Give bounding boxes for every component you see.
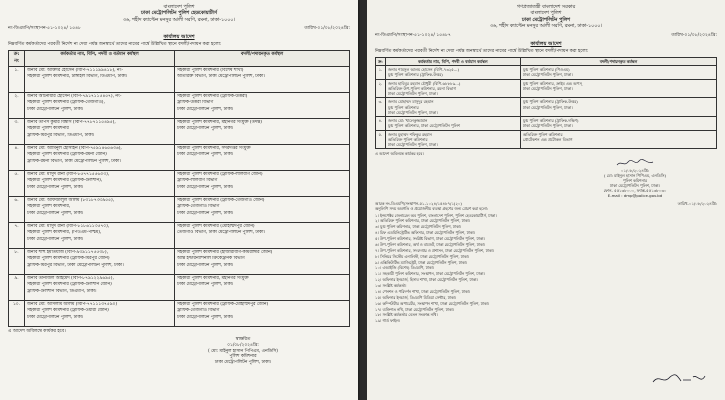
new-posting bbox=[520, 130, 716, 149]
table-body bbox=[376, 66, 717, 149]
signature-block bbox=[183, 337, 303, 366]
row-serial: ৩. bbox=[376, 98, 386, 117]
row-serial: ২. bbox=[9, 93, 25, 119]
new-posting bbox=[520, 79, 716, 98]
copy-recipient: ১২। অফিসার ইনচার্জ, হিসাব শাখা, ঢাকা মেট্রোপলিটন পুলিশ, ঢাকা। bbox=[375, 277, 478, 283]
col-header-name: কর্মকর্তার নাম, বিপি, পদবী ও বর্তমান কর্মস্থল bbox=[25, 51, 175, 67]
officer-detail-line: জনাব মোহাম্মদ মাসুদুর রহমান bbox=[387, 99, 434, 105]
signatory-designation: পুলিশ কমিশনার bbox=[229, 354, 257, 360]
officer-details bbox=[25, 145, 175, 171]
copy-recipient: ১৭। ব্যক্তিগত নথি, ঢাকা মেট্রোপলিটন পুলিশ, ঢাকা। bbox=[375, 306, 454, 312]
posting-detail-line: ঢাকা মেট্রোপলিটন পুলিশ, ঢাকা। bbox=[177, 282, 234, 288]
signatory-office: ঢাকা মেট্রোপলিটন পুলিশ, ঢাকা। bbox=[610, 182, 660, 188]
officer-detail-line: ট্রাফিক-রমনা বিভাগ, ঢাকা মেট্রোপলিটন পুলিশ, ঢাকা। bbox=[27, 158, 121, 164]
table-row bbox=[376, 117, 717, 131]
col-header-posting: বদলী/পদায়নকৃত কর্মস্থল bbox=[175, 51, 350, 67]
officer-detail-line: ঢাকা মেট্রোপলিটন পুলিশ, ঢাকা। bbox=[27, 184, 84, 190]
signatory-phone: ফোন- ৫৫১৩৮০০০, ফ্যাক্স-৫৫১৩৮০৩০ bbox=[603, 187, 667, 193]
officer-detail-line: সহকারী পুলিশ কমিশনার (ট্রাফিক-ওয়ারী জোন) bbox=[27, 308, 109, 314]
table-header-row bbox=[9, 51, 350, 67]
memo-date: তারিখ-০১/০৮/২০২৪খ্রি: bbox=[671, 32, 717, 38]
row-serial: ১. bbox=[376, 66, 386, 80]
posting-detail-line: সহকারী পুলিশ কমিশনার, মহানগর সংযুক্ত (তদন্ত) bbox=[177, 120, 262, 126]
officer-detail-line: সহকারী পুলিশ কমিশনার (ট্রাফিক-গুলশান), bbox=[27, 178, 103, 184]
col-header-serial: ক্র: bbox=[376, 57, 386, 65]
officer-detail-line: ঢাকা মেট্রোপলিটন পুলিশ, ঢাকা। bbox=[387, 91, 438, 97]
new-posting bbox=[175, 223, 350, 249]
row-serial: ৫. bbox=[376, 130, 386, 149]
officer-detail-line: ঢাকা মেট্রোপলিটন পুলিশ, ঢাকা। bbox=[27, 314, 84, 320]
posting-detail-line: সহকারী পুলিশ কমিশনার (ট্রাফিক-তেজগাঁও জোন) bbox=[177, 198, 265, 204]
header-line-2: ঢাকা মেট্রোপলিটন পুলিশ হেডকোয়ার্টার্স bbox=[141, 11, 217, 17]
document-page-left bbox=[0, 0, 358, 400]
posting-detail-line: সহকারী পুলিশ কমিশনার (ট্রাফিক-উত্তরা) bbox=[177, 94, 248, 100]
officer-detail-line: জনাব মো: আমিনুল হোসাইন (বিপি-৭৫৯১৪৬৫৬৩৬), bbox=[27, 146, 122, 152]
closing-line: এ আদেশ অবিলম্বে কার্যকর হবে। bbox=[375, 151, 424, 157]
officer-detail-line: ট্রাফিক-মিরপুর বিভাগ, ডিএমপি, ঢাকা। bbox=[27, 132, 95, 138]
table-row bbox=[9, 119, 350, 145]
officer-detail-line: যুগ্ম পুলিশ কমিশনার bbox=[387, 104, 419, 110]
posting-detail-line: সহকারী পুলিশ কমিশনার (ট্রাফিক-মোহাম্মদপুর জোন) bbox=[177, 302, 269, 308]
posting-detail-line: ঢাকা মেট্রোপলিটন পুলিশ, ঢাকা। bbox=[522, 104, 573, 110]
officer-detail-line: জনাব হাবিবুর রহমান চৌধুরী (বিপি-৬৮৮৮৯...) bbox=[387, 80, 461, 86]
signature-note: স্বাক্ষরিত bbox=[235, 337, 251, 343]
officer-detail-line: জনাব তানজিল আহমেদ (বিপি-৮৭৯১২২৯৬৯৫), bbox=[27, 276, 114, 282]
copy-recipient: ১৫। অফিসার ইনচার্জ, ডিএমপি মিডিয়া সেন্টার, ঢাকা। bbox=[375, 294, 457, 300]
row-serial: ৬. bbox=[9, 197, 25, 223]
posting-detail-line: অতিরিক্ত পুলিশ কমিশনার bbox=[522, 131, 563, 137]
table-row bbox=[376, 130, 717, 149]
posting-detail-line: ঢাকা মেট্রোপলিটন পুলিশ, ঢাকা। bbox=[177, 262, 234, 268]
officer-detail-line: অতিরিক্ত পুলিশ কমিশনার bbox=[387, 136, 428, 142]
officer-detail-line: জনাব শামসুল আলম হোসেন (বিপি-৭৩২৫...) bbox=[387, 67, 460, 73]
officer-detail-line: সহকারী পুলিশ কমিশনার, টাঙ্গাইল বিভাগ, ডিএমপি, ঢাকা। bbox=[27, 74, 128, 80]
copy-recipient: ৪। চিফ এডমিনিস্ট্রেটিভ অফিসার, ঢাকা মেট্রোপলিটন পুলিশ, ঢাকা। bbox=[375, 230, 475, 236]
header-line-3: ৩৬, শহীদ ক্যাপ্টেন মনসুর আলী সরণি, রমনা, ঢাকা-১০০০। bbox=[122, 17, 236, 23]
signatory-name: ( মো: মাইনুল হাসান পিপিএম, এনডিসি) bbox=[604, 172, 666, 178]
copy-recipient: ১৩। সংশ্লিষ্ট কর্মকর্তা। bbox=[375, 283, 407, 289]
letterhead bbox=[375, 5, 717, 31]
copy-recipient: ১১। সহকারী পুলিশ কমিশনার, সংস্থাপন, ঢাকা মেট্রোপলিটন পুলিশ, ঢাকা। bbox=[375, 271, 485, 277]
row-serial: ৫. bbox=[9, 171, 25, 197]
posting-detail-line: ঢাকা মেট্রোপলিটন পুলিশ, ঢাকা। bbox=[177, 314, 234, 320]
posting-detail-line: ট্রাফিক-লালবাগ বিভাগ bbox=[177, 178, 218, 184]
signatory-name: ( মো: মাইনুল হাসান পিপিএম, এনডিসি) bbox=[208, 348, 278, 354]
posting-detail-line: যুগ্ম পুলিশ কমিশনার (পিওএম) bbox=[522, 67, 570, 73]
posting-detail-line: ঢাকা মেট্রোপলিটন পুলিশ, ঢাকা। bbox=[177, 106, 234, 112]
posting-detail-line: ট্রাফিক-উত্তরা বিভাগ bbox=[177, 100, 214, 106]
posting-detail-line: সহকারী পুলিশ কমিশনার (মোহাম্মদপুর জোন) bbox=[177, 224, 255, 230]
officer-detail-line: সহকারী পুলিশ কমিশনার, (পিওএম-পশ্চিম), bbox=[27, 230, 102, 236]
officer-detail-line: ঢাকা মেট্রোপলিটন পুলিশ, ঢাকা। bbox=[387, 142, 438, 148]
posting-detail-line: তেজগাঁও বিভাগ, ঢাকা মেট্রোপলিটন পুলিশ, ঢাকা। bbox=[177, 230, 266, 236]
header-line-4: ৩৬, শহীদ ক্যাপ্টেন মনসুর আলী সরণি, রমনা, ঢাকা-১০০০। bbox=[489, 24, 603, 30]
table-row bbox=[9, 249, 350, 275]
memo-row bbox=[375, 33, 717, 39]
copy-recipient: ১। ইন্সপেক্টর জেনারেল অব পুলিশ, বাংলাদেশ পুলিশ, পুলিশ হেডকোয়ার্টার্স, ঢাকা। bbox=[375, 212, 497, 218]
row-serial: ১০. bbox=[9, 301, 25, 327]
row-serial: ৯. bbox=[9, 275, 25, 301]
posting-detail-line: ট্রাফিক-তেজগাঁও বিভাগ bbox=[177, 308, 220, 314]
officer-detail-line: সহকারী পুলিশ কমিশনার bbox=[27, 126, 69, 132]
row-serial: ২. bbox=[376, 79, 386, 98]
order-intro: নিম্নবর্ণিত কর্মকর্তাদের পরবর্তী নির্দেশ না দেয়া পর্যন্ত জনস্বার্থে তাদের নামের পার্শ্বে উল্লিখিত স্থানে বদলী/পদায়ন করা হলো: bbox=[8, 42, 222, 48]
officer-details bbox=[25, 93, 175, 119]
officer-detail-line: সহকারী পুলিশ কমিশনার (ট্রাফিক-রমনা জোন) bbox=[27, 152, 107, 158]
letterhead bbox=[8, 5, 350, 24]
copy-distribution-list bbox=[375, 213, 717, 325]
officer-detail-line: জনাব মো: খালেকুজ্জামান bbox=[387, 118, 428, 124]
memo-number: নং-ডিএমপি/সংস্থাপন-৫১-১০২৪/ ১৫৪৮ bbox=[8, 26, 81, 32]
copy-recipient: ১৮। সংশ্লিষ্ট কর্মকর্তার বেতন সংক্রান্ত নথি। bbox=[375, 312, 438, 318]
order-title: কার্যালয় আদেশ bbox=[163, 34, 195, 41]
officer-detail-line: জনাব মো: আসলাম আলম (বিপি-৭৭১১১৩৭৫৯০) bbox=[27, 302, 118, 308]
officer-detail-line: জনাব মো: আক্তার হোসেন (বিপি-৭১১১৯৯৪১৮), নং- bbox=[27, 68, 124, 74]
copy-recipient: ১৪। পেনশন ও পরিদর্শন শাখা, ঢাকা মেট্রোপলিটন পুলিশ, ঢাকা। bbox=[375, 288, 471, 294]
officer-details bbox=[25, 171, 175, 197]
posting-detail-line: আন্ত ইন্টারন্যাশনাল ক্রিকেট্রনিক বিভাগ bbox=[177, 256, 245, 262]
officer-detail-line: অতিরিক্ত উপ-পুলিশ কমিশনার, রমনা বিভাগ bbox=[387, 85, 456, 91]
header-line-3: ঢাকা মেট্রোপলিটন পুলিশ bbox=[521, 17, 571, 23]
officer-details bbox=[25, 301, 175, 327]
signatory-designation: পুলিশ কমিশনার bbox=[622, 177, 648, 183]
posting-detail-line: ঢাকা মেট্রোপলিটন পুলিশ, ঢাকা। bbox=[522, 72, 573, 78]
header-line-1: বাংলাদেশ পুলিশ bbox=[163, 5, 195, 10]
posting-detail-line: সহকারী পুলিশ কমিশনার (ট্রাফিক-লালবাগ জোন) bbox=[177, 172, 263, 178]
col-header-serial: ক্র: নং bbox=[9, 51, 25, 67]
row-serial: ৪. bbox=[9, 145, 25, 171]
transfer-table bbox=[8, 50, 350, 327]
new-posting bbox=[175, 93, 350, 119]
new-posting bbox=[520, 66, 716, 80]
col-header-posting: বদলী/পদায়নকৃত কর্মস্থল bbox=[520, 57, 716, 65]
copy-memo-date: তারিখ-০১/০৮/২০২৪খ্রি: bbox=[677, 201, 717, 207]
copy-recipient: ৬। উপ-পুলিশ কমিশনার, অর্থ ও বাজেট, ঢাকা মেট্রোপলিটন পুলিশ, ঢাকা। bbox=[375, 241, 486, 247]
posting-detail-line: ঢাকা মেট্রোপলিটন পুলিশ, ঢাকা। bbox=[177, 152, 234, 158]
closing-line: এ আদেশ অবিলম্বে কার্যকর হবে। bbox=[8, 329, 66, 335]
new-posting bbox=[175, 249, 350, 275]
row-serial: ৭. bbox=[9, 223, 25, 249]
memo-row bbox=[8, 26, 350, 32]
officer-detail-line: যুগ্ম পুলিশ কমিশনার (ট্রাফিক-উত্তর) bbox=[387, 72, 443, 78]
officer-detail-line: জনাব মো: মাসুদ রানা (বিপি-৮৫৭৭১৫৫৬০৩), bbox=[27, 172, 110, 178]
document-page-right bbox=[367, 0, 725, 400]
new-posting bbox=[175, 67, 350, 93]
copy-intro: অনুলিপি সদয় অবগতি ও প্রয়োজনীয় ব্যবস্থা গ্রহণের জন্য প্রেরণ করা হলো: bbox=[375, 206, 489, 212]
officer-detail-line: ঢাকা মেট্রোপলিটন পুলিশ, ঢাকা। bbox=[27, 106, 84, 112]
officer-detail-line: ঢাকা মেট্রোপলিটন পুলিশ, ঢাকা। bbox=[27, 210, 84, 216]
new-posting bbox=[520, 98, 716, 117]
officer-detail-line: ঢাকা মেট্রোপলিটন পুলিশ, ঢাকা। bbox=[387, 109, 438, 115]
posting-detail-line: সহকারী পুলিশ কমিশনার (বিশেষ শাখা) bbox=[177, 68, 244, 74]
row-serial: ৮. bbox=[9, 249, 25, 275]
officer-detail-line: জনাব মুহাম্মদ শফিকুর রহমান bbox=[387, 131, 432, 137]
copy-recipient: ১৬। কম্পিউটার অপারেটর, সংস্থাপন শাখা, ঢাকা মেট্রোপলিটন পুলিশ, ঢাকা। bbox=[375, 300, 490, 306]
table-row bbox=[9, 145, 350, 171]
copy-recipient: ১৯। গার্ড ফাইল। bbox=[375, 318, 401, 324]
memo-number: নং-ডিএমপি/সংস্থাপন-৫১-১০২৪/ ১৫৪৮৭ bbox=[375, 32, 451, 38]
posting-detail-line: প্রোটেকশন এন্ড প্রটোকল বিভাগ bbox=[522, 136, 573, 142]
officer-details bbox=[385, 66, 520, 80]
new-posting bbox=[175, 301, 350, 327]
signatory-email: E-mail : dmp@police.gov.bd bbox=[607, 193, 663, 199]
signature-block bbox=[575, 159, 695, 199]
header-line-1: গণপ্রজাতন্ত্রী বাংলাদেশ সরকার bbox=[516, 5, 576, 10]
officer-detail-line: জনাব মো: মাসুদ রানা (বিপি-৮১৮৬১১৩৫৭০), bbox=[27, 224, 110, 230]
posting-detail-line: সহকারী পুলিশ কমিশনার, সদরদপ্তর সংযুক্ত bbox=[177, 146, 251, 152]
table-row bbox=[9, 197, 350, 223]
officer-details bbox=[385, 79, 520, 98]
signature-scribble bbox=[615, 159, 655, 167]
copy-recipient: ৩। যুগ্ম পুলিশ কমিশনার, ঢাকা মেট্রোপলিটন পুলিশ, ঢাকা। bbox=[375, 224, 462, 230]
officer-details bbox=[25, 119, 175, 145]
transfer-table bbox=[375, 57, 717, 150]
officer-detail-line: ট্রাফিক-মিরপুর বিভাগ, ঢাকা মেট্রোপলিটন পুলিশ, ঢাকা। bbox=[27, 262, 124, 268]
officer-detail-line: জনাব মো: আফজালুল আলম (৮৩১৮৭৩৩৯৫৫), bbox=[27, 198, 115, 204]
copy-recipient: ৯। এক্সিকিউটিভ ম্যাজিস্ট্রেট, ঢাকা মেট্রোপলিটন পুলিশ, ঢাকা। bbox=[375, 259, 468, 265]
table-row bbox=[376, 79, 717, 98]
new-posting bbox=[175, 119, 350, 145]
posting-detail-line: যুগ্ম পুলিশ কমিশনার, ক্রাইম এন্ড অপস্ bbox=[522, 80, 582, 86]
officer-detail-line: ঢাকা মেট্রোপলিটন পুলিশ, ঢাকা। bbox=[27, 236, 84, 242]
table-row bbox=[376, 66, 717, 80]
copy-recipient: ১০। এআইজি (বিশেষ) ডিএমপি, ঢাকা। bbox=[375, 265, 435, 271]
posting-detail-line: ঢাকা মেট্রোপলিটন পুলিশ, ঢাকা। bbox=[177, 126, 234, 132]
copy-recipient: ৮। সিনিয়র সিস্টেম এনালিস্ট, ঢাকা মেট্রোপলিটন পুলিশ, ঢাকা। bbox=[375, 253, 470, 259]
header-line-2: বাংলাদেশ পুলিশ bbox=[530, 11, 562, 17]
row-serial: ৩. bbox=[9, 119, 25, 145]
copy-recipient: ৫। উপ-পুলিশ কমিশনার, সংশ্লিষ্ট বিভাগ, ঢাকা মেট্রোপলিটন পুলিশ, ঢাকা। bbox=[375, 236, 485, 242]
table-row bbox=[9, 171, 350, 197]
officer-detail-line: সহকারী পুলিশ কমিশনার (ট্রাফিক-গুলশান জোন) bbox=[27, 282, 112, 288]
posting-detail-line: অতিরিক্ত বিভাগ, ঢাকা মেট্রোপলিটন পুলিশ, ঢাকা। bbox=[177, 74, 265, 80]
signature-date: ০১/০৮/২০২৪খ্রি: bbox=[227, 342, 259, 348]
table-row bbox=[9, 67, 350, 93]
table-row bbox=[9, 93, 350, 119]
row-serial: ৪. bbox=[376, 117, 386, 131]
copy-recipient: ২। অতিরিক্ত পুলিশ কমিশনার, ঢাকা মেট্রোপলিটন পুলিশ, ঢাকা। bbox=[375, 218, 470, 224]
copy-recipient: ৭। উপ-পুলিশ কমিশনার, সদরদপ্তর ও প্রশাসন, ঢাকা মেট্রোপলিটন পুলিশ, ঢাকা। bbox=[375, 247, 494, 253]
order-title: কার্যালয় আদেশ bbox=[530, 40, 562, 47]
officer-detail-line: ট্রাফিক-গুলশান বিভাগ, ডিএমপি, ঢাকা। bbox=[27, 288, 97, 294]
officer-detail-line: জনাব আনোয়ার হোসেন (বিপি-৭৯১৭১১৫৪৫৭), নং- bbox=[27, 94, 122, 100]
officer-details bbox=[385, 117, 520, 131]
posting-detail-line: যুগ্ম পুলিশ কমিশনার (ট্রাফিক-দক্ষিণ) bbox=[522, 118, 579, 124]
officer-details bbox=[385, 130, 520, 149]
new-posting bbox=[175, 145, 350, 171]
posting-detail-line: ঢাকা মেট্রোপলিটন পুলিশ, ঢাকা। bbox=[177, 210, 234, 216]
new-posting bbox=[175, 197, 350, 223]
handwritten-initial-signature bbox=[651, 372, 707, 386]
officer-detail-line: সহকারী পুলিশ কমিশনার (ট্রাফিক-মিরপুর জোন) bbox=[27, 256, 110, 262]
officer-details bbox=[385, 98, 520, 117]
posting-detail-line: সহকারী পুলিশ কমিশনার, মহানগর সংযুক্ত bbox=[177, 276, 249, 282]
posting-detail-line: ঢাকা মেট্রোপলিটন পুলিশ, ঢাকা। bbox=[522, 123, 573, 129]
memo-date: তারিখ-০১/০৮/২০২৪খ্রি: bbox=[304, 26, 350, 32]
order-intro: নিম্নবর্ণিত কর্মকর্তাদের পরবর্তী নির্দেশ না দেয়া পর্যন্ত জনস্বার্থে তাদের নামের পার্শ্বে উল্লিখিত স্থানে বদলী/পদায়ন করা হলো: bbox=[375, 48, 589, 54]
row-serial: ১. bbox=[9, 67, 25, 93]
posting-detail-line: ট্রাফিক-তেজগাঁও বিভাগ bbox=[177, 204, 220, 210]
new-posting bbox=[175, 275, 350, 301]
officer-details bbox=[25, 197, 175, 223]
new-posting bbox=[175, 171, 350, 197]
posting-detail-line: সহকারী পুলিশ কমিশনার (হাজারীবাগ-কামরাঙ্গীর জোন) bbox=[177, 250, 273, 256]
table-header-row bbox=[376, 57, 717, 65]
new-posting bbox=[520, 117, 716, 131]
table-row bbox=[9, 275, 350, 301]
officer-detail-line: যুগ্ম পুলিশ কমিশনার, ঢাকা মেট্রোপলিটন পুলিশ bbox=[387, 123, 460, 129]
col-header-name: কর্মকর্তার নাম, বিপি, পদবী ও বর্তমান কর্মস্থল bbox=[385, 57, 520, 65]
posting-detail-line: ঢাকা মেট্রোপলিটন পুলিশ, ঢাকা। bbox=[177, 184, 234, 190]
officer-details bbox=[25, 275, 175, 301]
officer-detail-line: সহকারী পুলিশ কমিশনার, bbox=[27, 204, 71, 210]
officer-details bbox=[25, 67, 175, 93]
officer-detail-line: জনাব শাহু ইমতিয়াজ (বিপি-৯৩৯১১৭৫৫৩৮), bbox=[27, 250, 109, 256]
officer-detail-line: সহকারী পুলিশ কমিশনার (ট্রাফিক-তেজগাঁও), bbox=[27, 100, 105, 106]
copy-memo-number: আরক নং-ডিএমপি/সংস্থাপন-৫১-১০২৪/১৫৪৮৭/১(২০) bbox=[375, 201, 462, 207]
table-row bbox=[376, 98, 717, 117]
signature-date: ০১/০৮/২০২৪খ্রি: bbox=[620, 167, 650, 173]
posting-detail-line: ঢাকা মেট্রোপলিটন পুলিশ, ঢাকা। bbox=[522, 85, 573, 91]
table-row bbox=[9, 301, 350, 327]
officer-details bbox=[25, 223, 175, 249]
signatory-office: ঢাকা মেট্রোপলিটন পুলিশ, ঢাকা। bbox=[214, 359, 272, 365]
posting-detail-line: যুগ্ম পুলিশ কমিশনার (ট্রাফিক-উত্তর) bbox=[522, 99, 578, 105]
table-row bbox=[9, 223, 350, 249]
officer-detail-line: জনাব তাপস কুমার বিশ্বাস (বিপি-৭৭৮৭১১৫৪৯৫), bbox=[27, 120, 116, 126]
table-body bbox=[9, 67, 350, 327]
officer-details bbox=[25, 249, 175, 275]
